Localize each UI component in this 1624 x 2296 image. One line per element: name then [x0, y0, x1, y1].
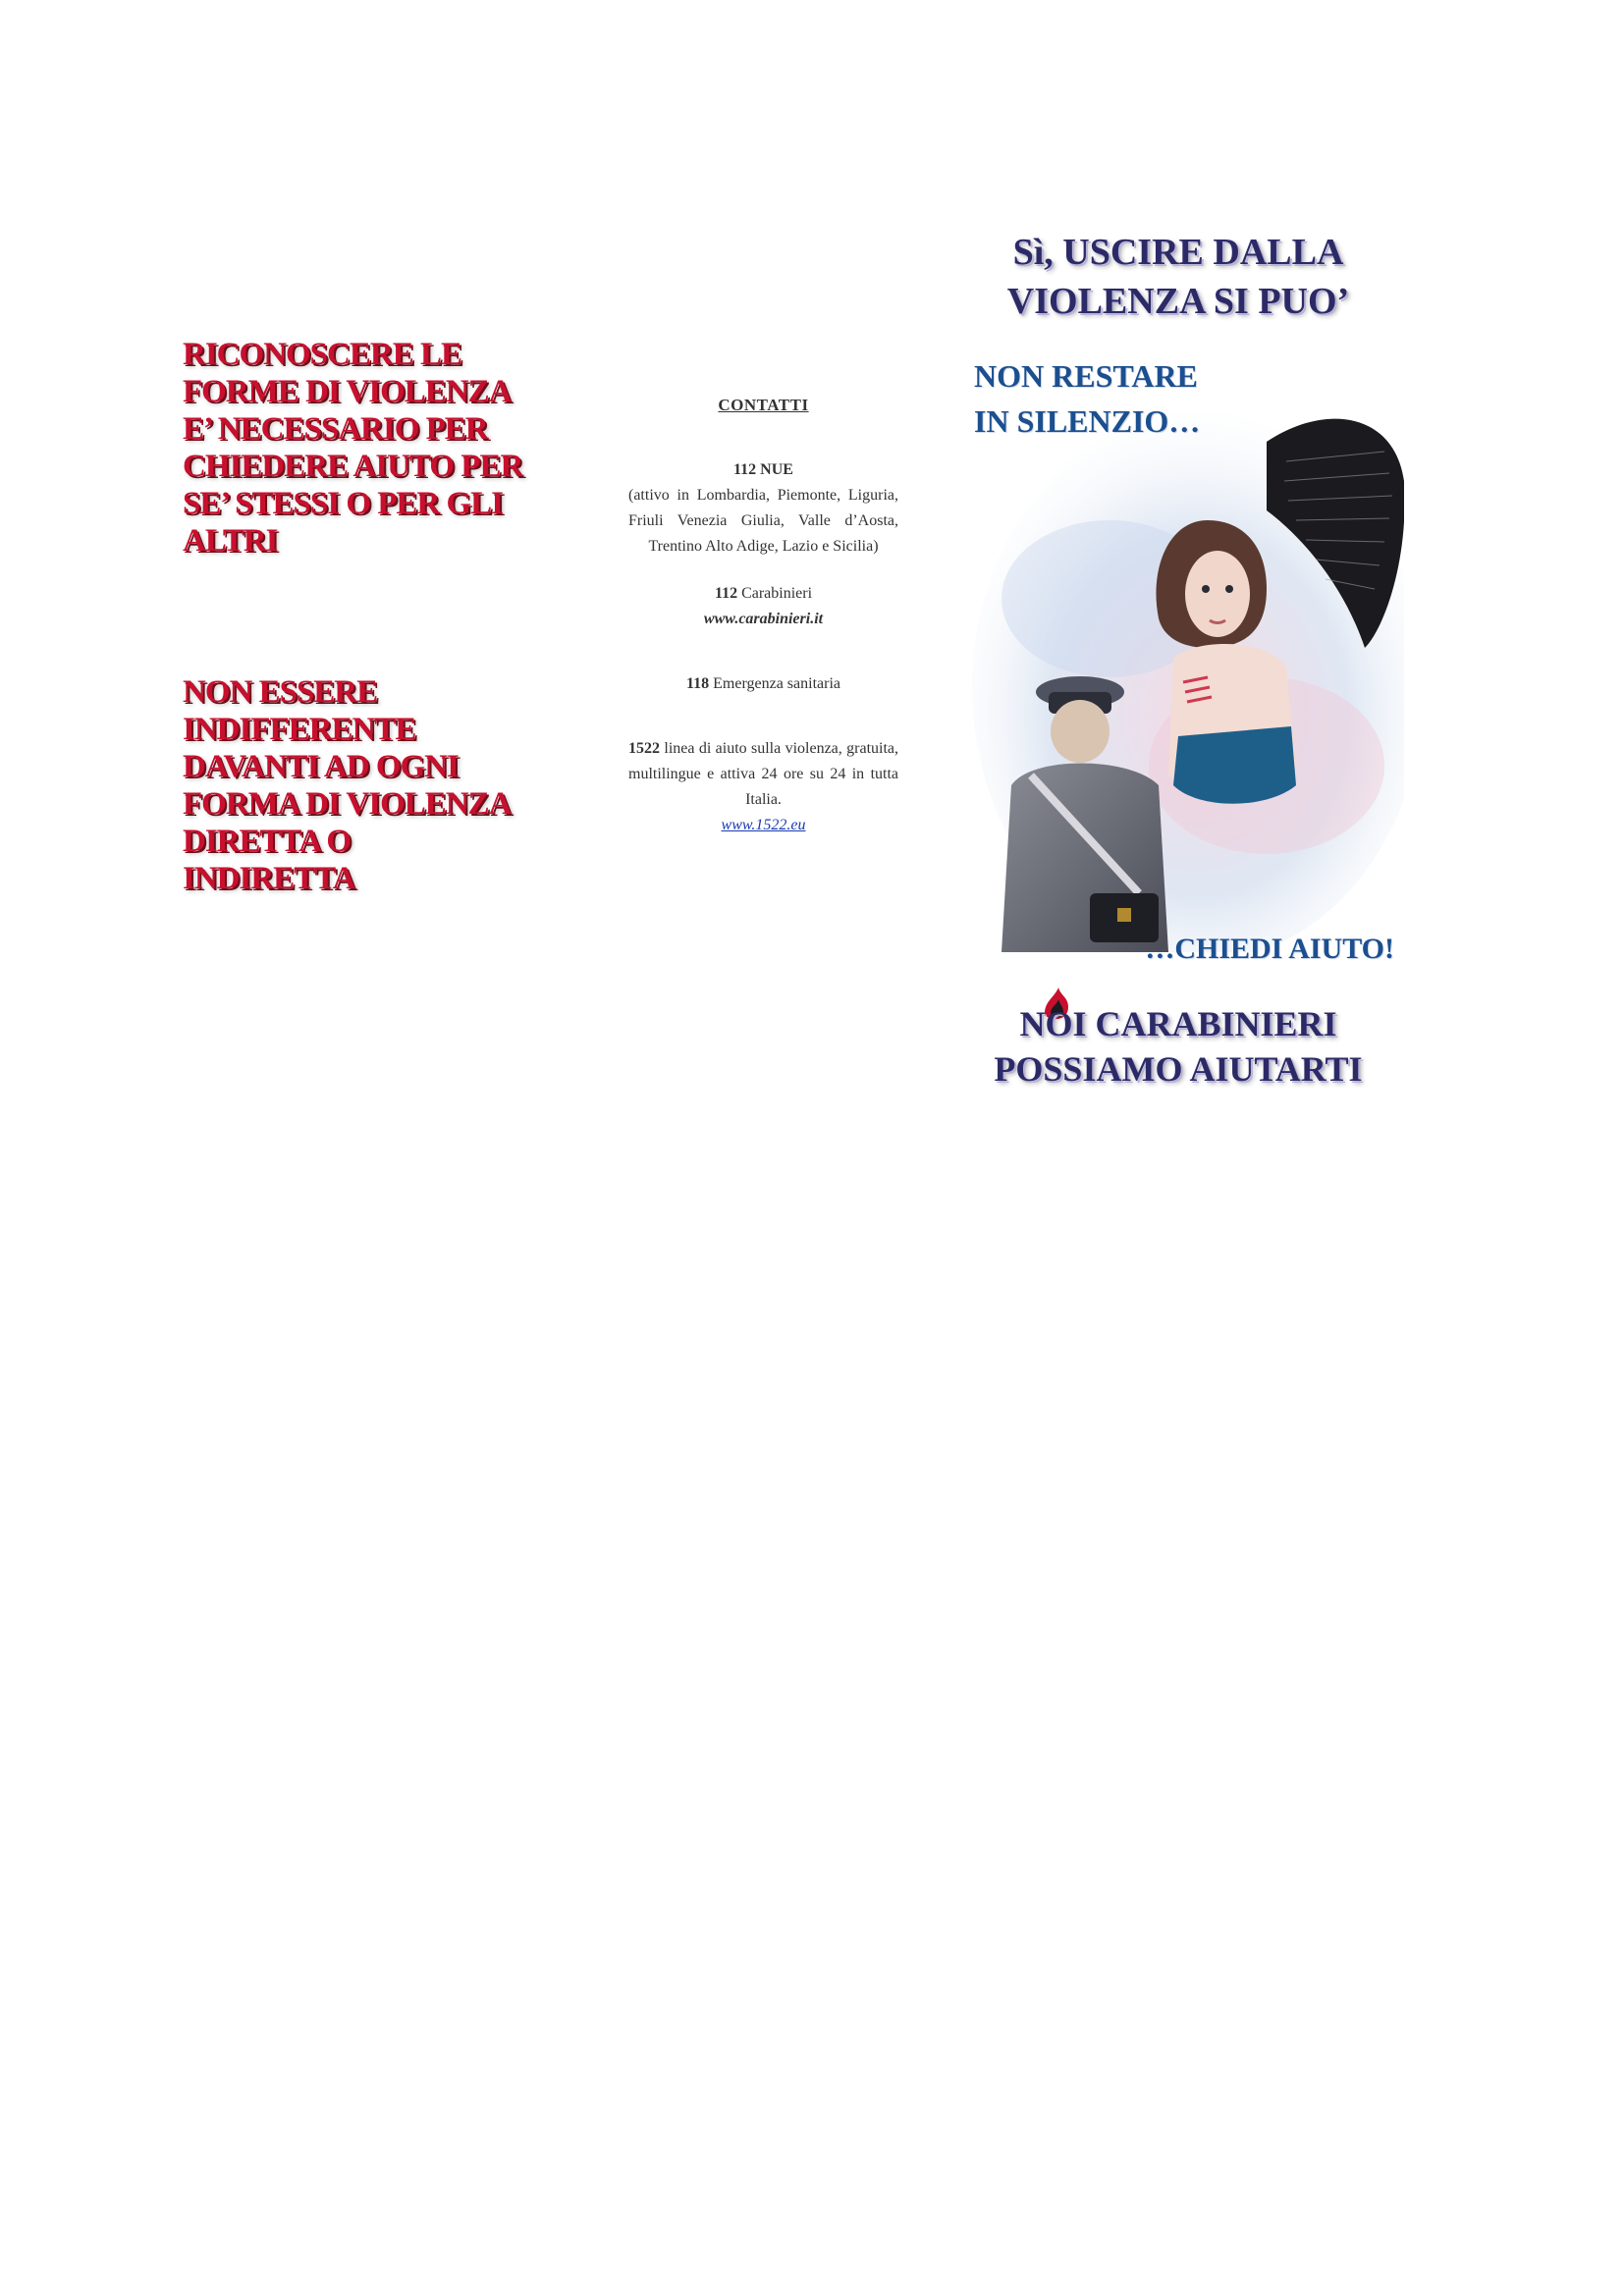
slogan-not-indifferent	[183, 673, 536, 897]
contact-nue	[628, 457, 898, 560]
cover-title	[943, 228, 1414, 326]
emergency-label: Emergenza sanitaria	[713, 675, 840, 692]
contact-emergency	[628, 671, 898, 697]
cover-subtitle	[974, 353, 1200, 444]
nue-note: (attivo in Lombardia, Piemonte, Liguria, Friuli Venezia Giulia, Valle d’Aosta, Trentino Alto Adige, Lazio e Sicilia)	[628, 487, 898, 555]
slogan-line: DIRETTA O	[183, 824, 352, 859]
carabinieri-url[interactable]: www.carabinieri.it	[703, 611, 824, 627]
helpline-label: linea di aiuto sulla violenza, gratuita, multilingue e attiva 24 ore su 24 in tutta Italia.	[628, 740, 899, 808]
cover-bottom-line: POSSIAMO AIUTARTI	[994, 1049, 1363, 1089]
slogan-line: FORMA DI VIOLENZA	[183, 786, 512, 822]
slogan-line: FORME DI VIOLENZA	[183, 374, 512, 409]
slogan-line: ALTRI	[183, 523, 278, 559]
contact-helpline	[628, 736, 898, 838]
helpline-url[interactable]: www.1522.eu	[721, 817, 806, 833]
slogan-recognize	[183, 336, 536, 560]
slogan-line: SE’ STESSI O PER GLI	[183, 486, 504, 521]
cover-bottom-slogan	[943, 1001, 1414, 1092]
slogan-line: DAVANTI AD OGNI	[183, 749, 459, 784]
nue-number: 112 NUE	[733, 461, 793, 478]
contact-carabinieri	[628, 581, 898, 632]
slogan-line: CHIEDERE AIUTO PER	[183, 449, 523, 484]
cover-panel	[943, 216, 1414, 1109]
helpline-number: 1522	[628, 740, 660, 757]
cover-title-line: VIOLENZA SI PUO’	[1006, 281, 1350, 322]
contacts-title: CONTATTI	[718, 396, 809, 414]
officer-head	[1051, 700, 1110, 763]
contacts-panel	[628, 393, 898, 860]
cover-bottom-line: NOI CARABINIERI	[1019, 1004, 1337, 1043]
slogan-line: E’ NECESSARIO PER	[183, 411, 488, 447]
carabinieri-number: 112	[714, 585, 738, 602]
carabinieri-label: Carabinieri	[741, 585, 813, 602]
emergency-number: 118	[686, 675, 710, 692]
cover-subtitle-line: NON RESTARE	[974, 358, 1198, 394]
woman-top	[1173, 726, 1296, 804]
ask-help-text: …CHIEDI AIUTO!	[1145, 933, 1394, 965]
slogan-line: RICONOSCERE LE	[183, 337, 461, 372]
slogan-line: INDIFFERENTE	[183, 712, 416, 747]
slogan-line: INDIRETTA	[183, 861, 355, 896]
slogan-line: NON ESSERE	[183, 674, 378, 710]
cover-subtitle-line: IN SILENZIO…	[974, 403, 1201, 439]
cover-title-line: Sì, USCIRE DALLA	[1012, 232, 1344, 273]
